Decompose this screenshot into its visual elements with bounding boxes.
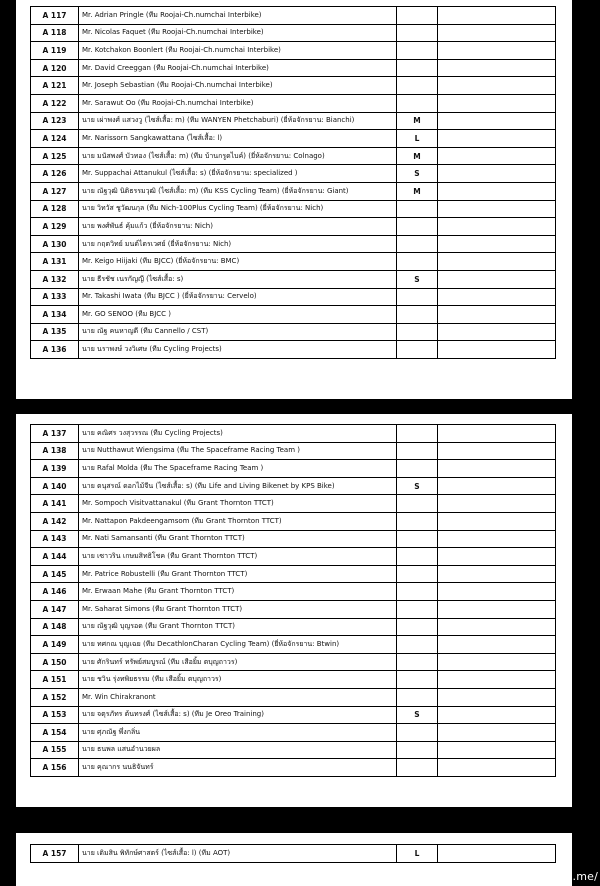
participant-name-cell: Mr. Nicolas Faquet (ทีม Roojai-Ch.numchai Interbike) [79,24,397,42]
shirt-size-cell [397,425,438,443]
participant-name-cell: นาย ศุภณัฐ พึ่งกลิ่น [79,724,397,742]
table-row [31,845,556,863]
blank-cell [438,24,556,42]
table-row [31,94,556,112]
participant-name-cell: Mr. Narissorn Sangkawattana (ไซส์เสื้อ: l) [79,130,397,148]
blank-cell [438,42,556,60]
blank-cell [438,688,556,706]
shirt-size-cell [397,548,438,566]
blank-cell [438,235,556,253]
table-row [31,306,556,324]
shirt-size-cell [397,724,438,742]
table-row [31,477,556,495]
bib-number-cell: A 140 [31,477,79,495]
bib-number-cell: A 130 [31,235,79,253]
bib-number-cell: A 154 [31,724,79,742]
table-row [31,495,556,513]
bib-number-cell: A 153 [31,706,79,724]
shirt-size-cell: L [397,130,438,148]
shirt-size-cell [397,495,438,513]
participant-name-cell: นาย เติมสิน พิทักษ์ศาสตร์ (ไซส์เสื้อ: l) (ทีม AOT) [79,845,397,863]
table-row [31,618,556,636]
participant-name-cell: นาย Nutthawut Wiengsima (ทีม The Spaceframe Racing Team ) [79,442,397,460]
blank-cell [438,323,556,341]
table-row [31,724,556,742]
table-row [31,548,556,566]
blank-cell [438,306,556,324]
participant-name-cell: นาย ธีรชัช เนรกัญญี (ไซส์เสื้อ: s) [79,270,397,288]
table-row [31,653,556,671]
table-row [31,288,556,306]
shirt-size-cell [397,323,438,341]
blank-cell [438,341,556,359]
bib-number-cell: A 145 [31,565,79,583]
table-row [31,741,556,759]
bib-number-cell: A 123 [31,112,79,130]
shirt-size-cell: M [397,147,438,165]
shirt-size-cell [397,94,438,112]
table-row [31,341,556,359]
table-row [31,530,556,548]
document-page-2 [16,414,572,807]
participant-name-cell: Mr. Joseph Sebastian (ทีม Roojai-Ch.numchai Interbike) [79,77,397,95]
shirt-size-cell [397,759,438,777]
blank-cell [438,288,556,306]
participant-name-cell: Mr. Nati Samansanti (ทีม Grant Thornton TTCT) [79,530,397,548]
table-row [31,270,556,288]
bib-number-cell: A 146 [31,583,79,601]
shirt-size-cell [397,671,438,689]
blank-cell [438,7,556,25]
blank-cell [438,724,556,742]
blank-cell [438,548,556,566]
participant-name-cell: Mr. Suppachai Attanukul (ไซส์เสื้อ: s) (ยี่ห้อจักรยาน: specialized ) [79,165,397,183]
bib-number-cell: A 125 [31,147,79,165]
table-row [31,460,556,478]
bib-number-cell: A 136 [31,341,79,359]
participant-name-cell: นาย คุณากร นนธิจันทร์ [79,759,397,777]
blank-cell [438,706,556,724]
table-row [31,636,556,654]
bib-number-cell: A 147 [31,600,79,618]
bib-number-cell: A 133 [31,288,79,306]
blank-cell [438,200,556,218]
table-row [31,253,556,271]
participant-name-cell: นาย กฤตวิทย์ มนต์ไตรเวศย์ (ยี่ห้อจักรยาน: Nich) [79,235,397,253]
shirt-size-cell: S [397,706,438,724]
bib-number-cell: A 132 [31,270,79,288]
bib-number-cell: A 122 [31,94,79,112]
blank-cell [438,477,556,495]
table-row [31,77,556,95]
shirt-size-cell [397,253,438,271]
shirt-size-cell [397,688,438,706]
table-row [31,42,556,60]
participant-name-cell: นาย นราพงษ์ วงวิเศษ (ทีม Cycling Projects) [79,341,397,359]
bib-number-cell: A 141 [31,495,79,513]
blank-cell [438,425,556,443]
table-row [31,218,556,236]
table-row [31,235,556,253]
shirt-size-cell [397,653,438,671]
bib-number-cell: A 137 [31,425,79,443]
participant-name-cell: Mr. Kotchakon Boonlert (ทีม Roojai-Ch.numchai Interbike) [79,42,397,60]
table-row [31,24,556,42]
shirt-size-cell [397,288,438,306]
table-row [31,147,556,165]
blank-cell [438,618,556,636]
table-row [31,565,556,583]
participant-name-cell: Mr. Nattapon Pakdeengamsom (ทีม Grant Thornton TTCT) [79,512,397,530]
blank-cell [438,253,556,271]
blank-cell [438,600,556,618]
shirt-size-cell [397,460,438,478]
participant-name-cell: นาย ณัฐวุฒิ นิติธรรมวุฒิ (ไซส์เสื้อ: m) (ทีม KSS Cycling Team) (ยี่ห้อจักรยาน: Giant) [79,182,397,200]
shirt-size-cell [397,235,438,253]
participant-name-cell: นาย พงศ์พันธ์ คุ้มแก้ว (ยี่ห้อจักรยาน: Nich) [79,218,397,236]
participant-name-cell: Mr. Sarawut Oo (ทีม Roojai-Ch.numchai Interbike) [79,94,397,112]
participant-name-cell: นาย ธนพล แสนอำนวยผล [79,741,397,759]
table-row [31,442,556,460]
bib-number-cell: A 135 [31,323,79,341]
participant-name-cell: นาย ศักรินทร์ ทรัพย์สมบูรณ์ (ทีม เสือยิ้ม ตบุญถาวร) [79,653,397,671]
shirt-size-cell [397,24,438,42]
table-row [31,165,556,183]
blank-cell [438,94,556,112]
blank-cell [438,165,556,183]
participant-name-cell: นาย ทศกณ บุญเฉย (ทีม DecathlonCharan Cycling Team) (ยี่ห้อจักรยาน: Btwin) [79,636,397,654]
shirt-size-cell [397,530,438,548]
participant-name-cell: Mr. Takashi Iwata (ทีม BJCC ) (ยี่ห้อจักรยาน: Cervelo) [79,288,397,306]
bib-number-cell: A 124 [31,130,79,148]
image-size-watermark: [1080x1567] https://upic.me/ [430,870,598,883]
blank-cell [438,270,556,288]
blank-cell [438,530,556,548]
bib-number-cell: A 144 [31,548,79,566]
blank-cell [438,147,556,165]
shirt-size-cell [397,583,438,601]
blank-cell [438,741,556,759]
blank-cell [438,112,556,130]
shirt-size-cell [397,42,438,60]
table-row [31,182,556,200]
bib-number-cell: A 127 [31,182,79,200]
table-row [31,583,556,601]
bib-number-cell: A 117 [31,7,79,25]
participant-name-cell: Mr. Sompoch Visitvattanakul (ทีม Grant Thornton TTCT) [79,495,397,513]
table-row [31,425,556,443]
table-row [31,688,556,706]
shirt-size-cell [397,512,438,530]
shirt-size-cell [397,7,438,25]
blank-cell [438,845,556,863]
shirt-size-cell: M [397,182,438,200]
table-row [31,200,556,218]
bib-number-cell: A 129 [31,218,79,236]
bib-number-cell: A 128 [31,200,79,218]
shirt-size-cell [397,442,438,460]
table-row [31,112,556,130]
participant-name-cell: นาย ตนุสรณ์ ดอกไม้จีน (ไซส์เสื้อ: s) (ทีม Life and Living Bikenet by KPS Bike) [79,477,397,495]
participant-name-cell: Mr. Saharat Simons (ทีม Grant Thornton TTCT) [79,600,397,618]
participant-name-cell: นาย จตุรภัทร ต้นทรงศ์ (ไซส์เสื้อ: s) (ทีม Je Oreo Training) [79,706,397,724]
blank-cell [438,583,556,601]
participant-name-cell: นาย วิทวัส ชูวัฒนกุล (ทีม Nich-100Plus Cycling Team) (ยี่ห้อจักรยาน: Nich) [79,200,397,218]
bib-number-cell: A 119 [31,42,79,60]
bib-number-cell: A 138 [31,442,79,460]
blank-cell [438,565,556,583]
bib-number-cell: A 148 [31,618,79,636]
shirt-size-cell: S [397,270,438,288]
participant-name-cell: นาย ณัฐ คนหาญดี (ทีม Cannello / CST) [79,323,397,341]
blank-cell [438,636,556,654]
shirt-size-cell: S [397,477,438,495]
blank-cell [438,442,556,460]
shirt-size-cell [397,565,438,583]
participant-name-cell: Mr. David Creeggan (ทีม Roojai-Ch.numchai Interbike) [79,59,397,77]
shirt-size-cell: M [397,112,438,130]
document-page-1 [16,0,572,399]
bib-number-cell: A 156 [31,759,79,777]
shirt-size-cell [397,600,438,618]
table-row [31,759,556,777]
bib-number-cell: A 150 [31,653,79,671]
table-row [31,7,556,25]
bib-number-cell: A 131 [31,253,79,271]
participant-name-cell: นาย ชวิน รุ่งทพิยธรรม (ทีม เสือยิ้ม ตบุญถาวร) [79,671,397,689]
participant-name-cell: นาย Rafal Molda (ทีม The Spaceframe Racing Team ) [79,460,397,478]
shirt-size-cell [397,200,438,218]
table-row [31,512,556,530]
participant-name-cell: Mr. Win Chirakranont [79,688,397,706]
bib-number-cell: A 152 [31,688,79,706]
table-row [31,600,556,618]
bib-number-cell: A 151 [31,671,79,689]
table-row [31,671,556,689]
participant-name-cell: นาย คณิศร วงสุวรรณ (ทีม Cycling Projects) [79,425,397,443]
participant-name-cell: Mr. Patrice Robustelli (ทีม Grant Thornton TTCT) [79,565,397,583]
participant-table-2 [30,424,556,777]
blank-cell [438,182,556,200]
shirt-size-cell [397,741,438,759]
participant-name-cell: นาย มนัสพงศ์ บัวทอง (ไซส์เสื้อ: m) (ทีม บ้านกรูดไบค์) (ยี่ห้อจักรยาน: Colnago) [79,147,397,165]
blank-cell [438,512,556,530]
bib-number-cell: A 143 [31,530,79,548]
bib-number-cell: A 155 [31,741,79,759]
blank-cell [438,653,556,671]
blank-cell [438,759,556,777]
bib-number-cell: A 120 [31,59,79,77]
blank-cell [438,59,556,77]
bib-number-cell: A 134 [31,306,79,324]
blank-cell [438,218,556,236]
blank-cell [438,77,556,95]
blank-cell [438,495,556,513]
participant-name-cell: Mr. Keigo Hiijaki (ทีม BJCC) (ยี่ห้อจักรยาน: BMC) [79,253,397,271]
shirt-size-cell [397,636,438,654]
table-row [31,323,556,341]
bib-number-cell: A 149 [31,636,79,654]
participant-name-cell: นาย ณัฐวุฒิ บุญรอด (ทีม Grant Thornton TTCT) [79,618,397,636]
table-row [31,706,556,724]
participant-table-1 [30,6,556,359]
shirt-size-cell [397,618,438,636]
table-row [31,130,556,148]
bib-number-cell: A 139 [31,460,79,478]
participant-table-3 [30,844,556,863]
participant-name-cell: Mr. Adrian Pringle (ทีม Roojai-Ch.numchai Interbike) [79,7,397,25]
participant-name-cell: นาย เผ่าพงศ์ แสวงวู (ไซส์เสื้อ: m) (ทีม WANYEN Phetchaburi) (ยี่ห้อจักรยาน: Bianchi) [79,112,397,130]
shirt-size-cell [397,341,438,359]
shirt-size-cell [397,218,438,236]
bib-number-cell: A 142 [31,512,79,530]
shirt-size-cell: S [397,165,438,183]
shirt-size-cell [397,306,438,324]
bib-number-cell: A 118 [31,24,79,42]
blank-cell [438,130,556,148]
blank-cell [438,671,556,689]
table-row [31,59,556,77]
blank-cell [438,460,556,478]
participant-name-cell: Mr. Erwaan Mahe (ทีม Grant Thornton TTCT) [79,583,397,601]
participant-name-cell: Mr. GO SENOO (ทีม BJCC ) [79,306,397,324]
shirt-size-cell [397,59,438,77]
bib-number-cell: A 157 [31,845,79,863]
shirt-size-cell: L [397,845,438,863]
shirt-size-cell [397,77,438,95]
participant-name-cell: นาย เซาวริน เกษมสิทธิโชค (ทีม Grant Thornton TTCT) [79,548,397,566]
bib-number-cell: A 126 [31,165,79,183]
bib-number-cell: A 121 [31,77,79,95]
